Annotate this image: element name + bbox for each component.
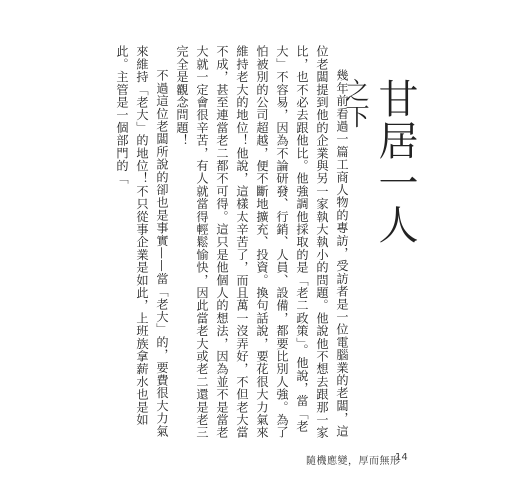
body-text — [115, 45, 352, 440]
paragraph-1: 幾年前看過一篇工商人物的專訪，受訪者是一位電腦業的老闆，這位老闆提到他的企業與另一家執大執小的問題。他說他不想去跟那一家比，也不必去跟他比。他強調他採取的是「老二政策」。他說，當「老大」不容易，因為不論研發、行銷、人員、設備，都要比別人強。為了怕被別的公司超越，便不斷地擴充、投資。換句話說，要花很大力氣來維持老大的地位！他說，這樣太辛苦了，而且萬一沒弄好，不但老大當不成，甚至連當老二都不可得。這只是他個人的想法，因為並不是當老大就一定會很辛苦，有人就當得輕鬆愉快，因此當老大或老二還是老三完全是觀念問題！ — [175, 45, 349, 439]
page-number: 14 — [395, 452, 408, 463]
running-footer-title: 隨機應變，厚而無形 — [306, 456, 401, 467]
paragraph-2: 不過這位老闆所說的卻也是事實——當「老大」的，要費很大力氣來維持「老大」的地位！不只從事企業是如此，上班族拿薪水也是如此。主管是一個部門的「 — [115, 45, 169, 438]
chapter-title-main: 甘居一人 — [372, 78, 418, 246]
chapter-title — [341, 78, 418, 268]
chapter-title-suffix: 之下 — [341, 78, 369, 130]
